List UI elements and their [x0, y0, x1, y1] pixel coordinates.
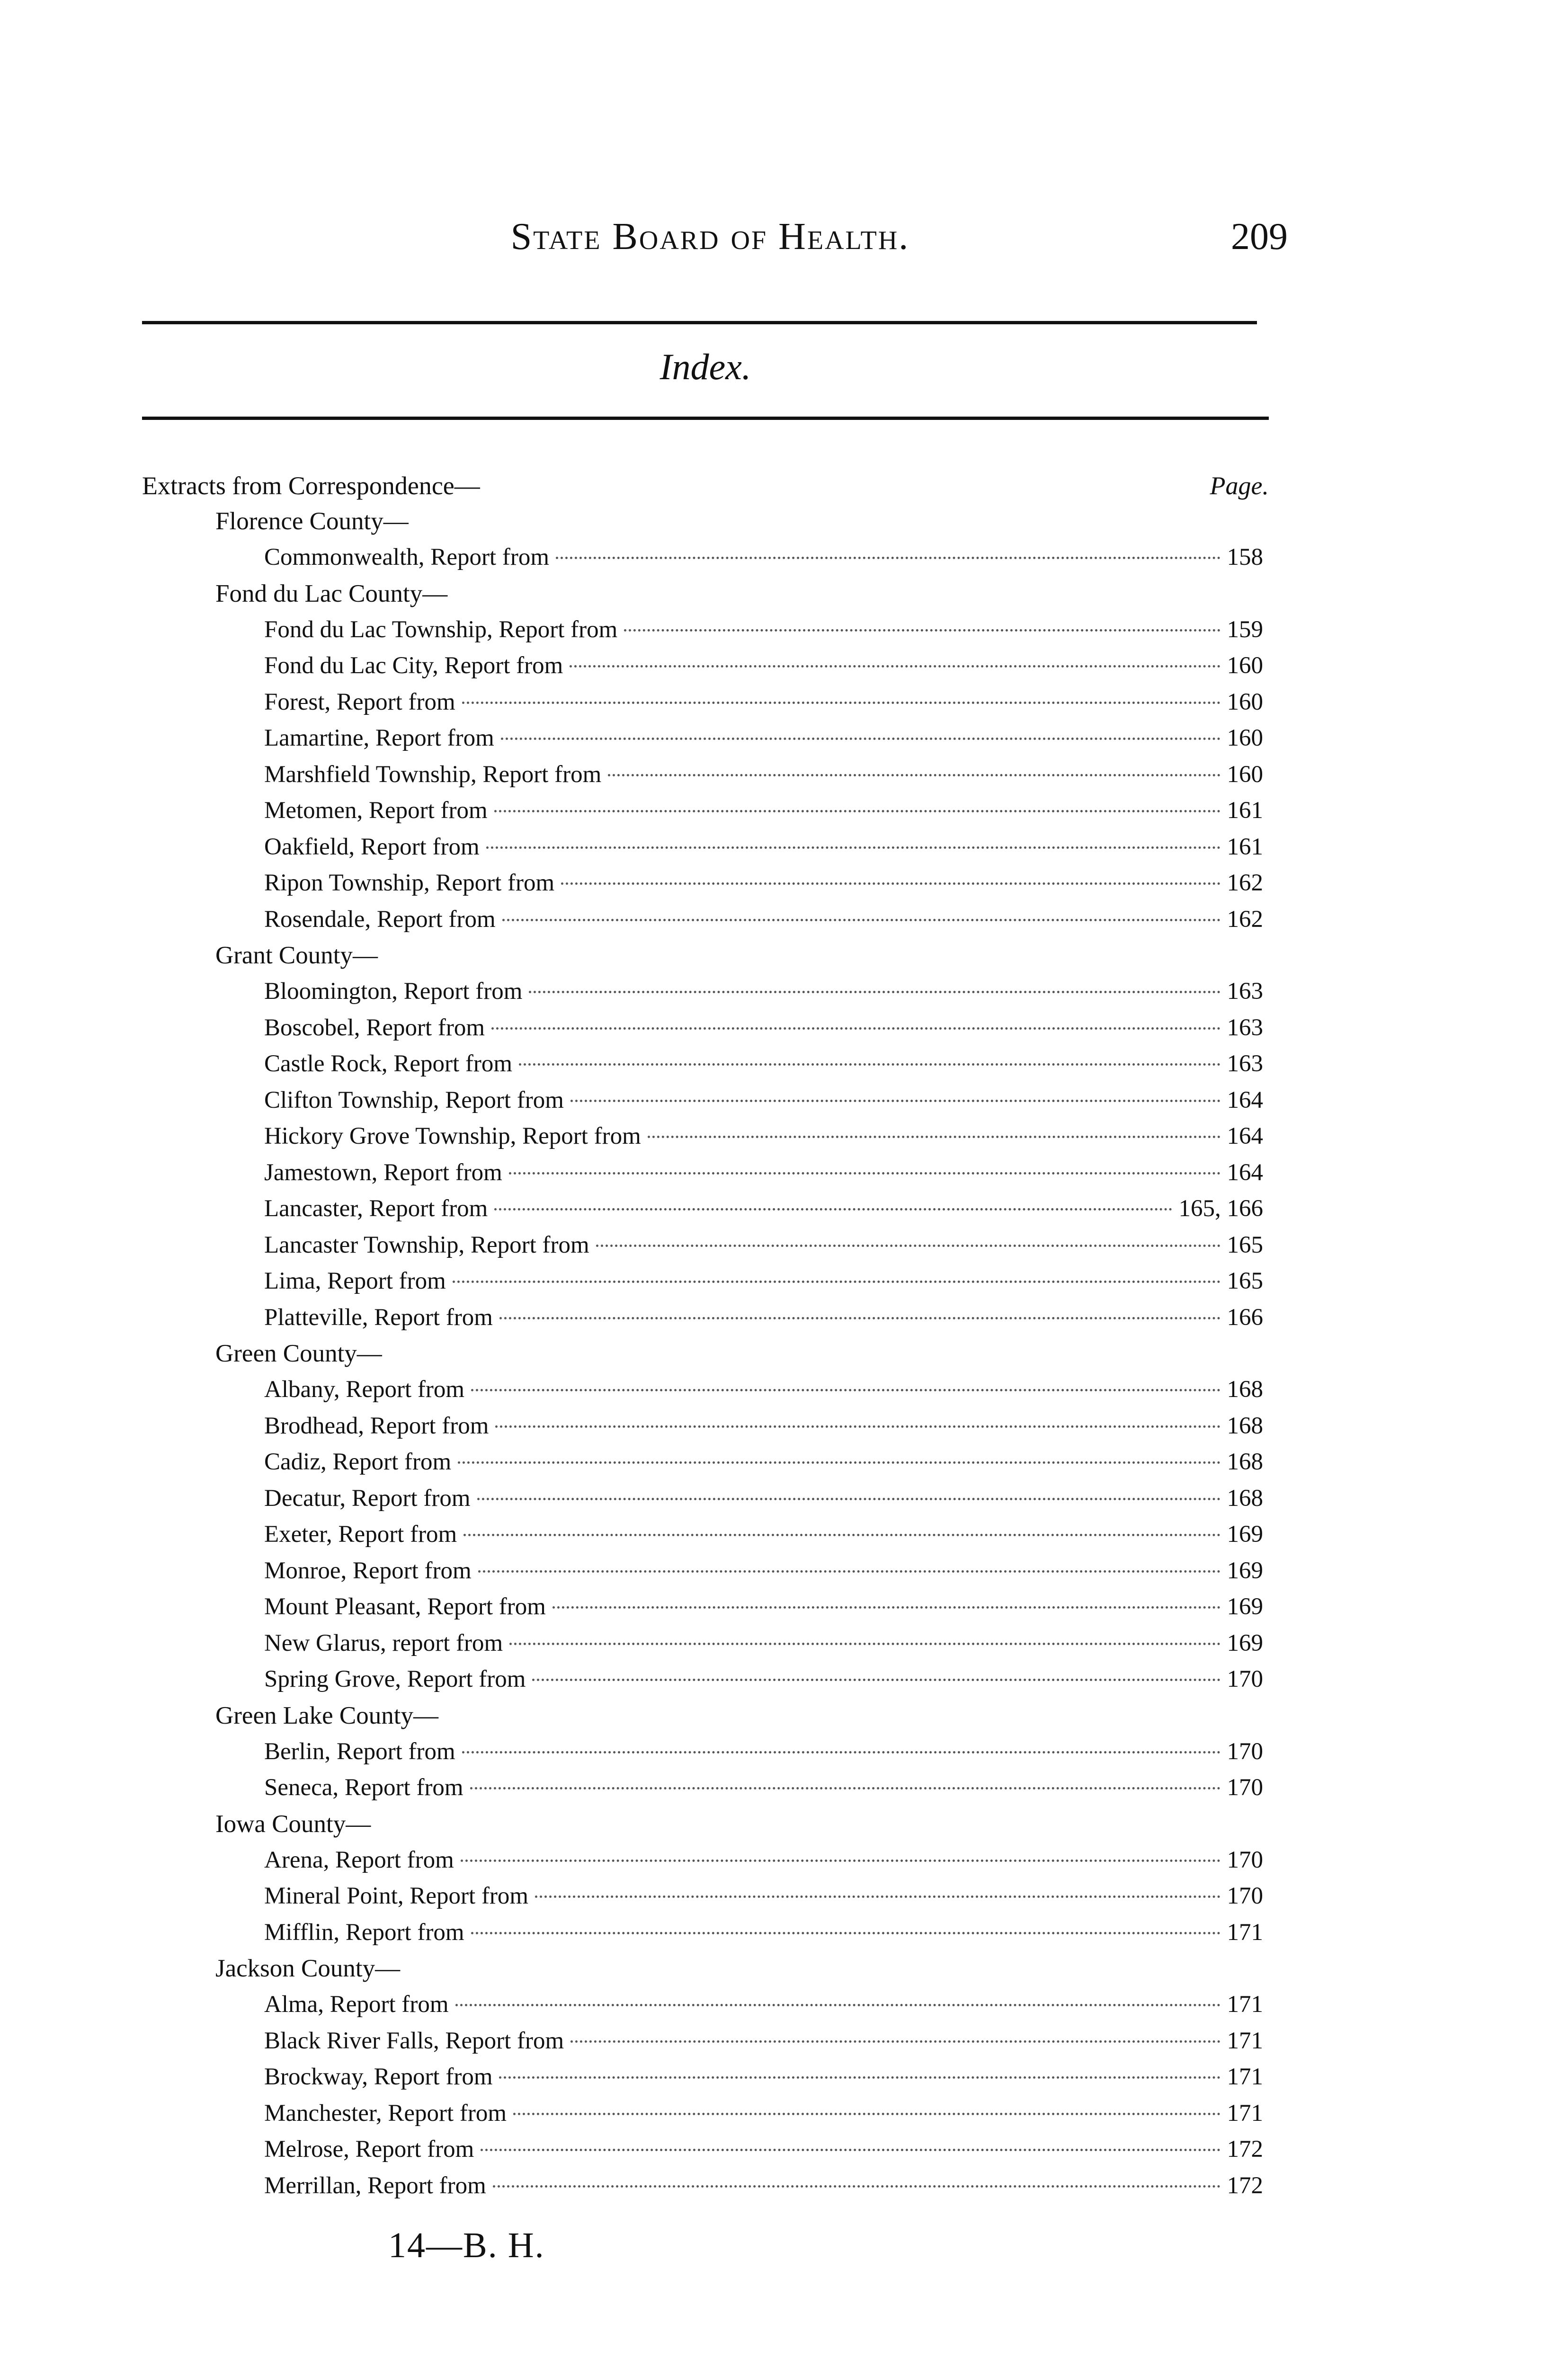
entry-label: Jamestown, Report from	[264, 1159, 502, 1186]
county-heading: Green Lake County—	[215, 1701, 438, 1729]
dot-leader	[608, 774, 1220, 776]
dot-leader	[624, 629, 1220, 632]
page-column-label: Page.	[1210, 472, 1269, 500]
entry-label: Decatur, Report from	[264, 1485, 471, 1512]
entry-page-number: 172	[1227, 2172, 1263, 2199]
dot-leader	[535, 1895, 1220, 1898]
dot-leader	[494, 1208, 1172, 1210]
index-entry	[142, 1661, 1269, 1698]
index-entry	[142, 684, 1269, 721]
entry-label: Mineral Point, Report from	[264, 1883, 529, 1909]
index-entry	[142, 973, 1269, 1010]
dot-leader	[455, 2004, 1221, 2006]
county-heading: Florence County—	[215, 507, 409, 535]
entry-label: Lamartine, Report from	[264, 725, 494, 751]
entry-page-number: 160	[1227, 761, 1263, 788]
county-heading: Grant County—	[215, 942, 378, 969]
entry-page-number: 161	[1227, 833, 1263, 860]
entry-page-number: 160	[1227, 652, 1263, 679]
dot-leader	[532, 1679, 1220, 1681]
index-entry	[142, 792, 1269, 829]
entry-label: Lancaster, Report from	[264, 1195, 488, 1222]
entry-label: Arena, Report from	[264, 1846, 454, 1873]
dot-leader	[648, 1136, 1221, 1138]
entry-label: Platteville, Report from	[264, 1304, 493, 1331]
dot-leader	[491, 1027, 1221, 1030]
entry-page-number: 163	[1227, 1050, 1263, 1077]
entry-page-number: 168	[1227, 1485, 1263, 1512]
entry-page-number: 160	[1227, 688, 1263, 715]
index-entry	[142, 2023, 1269, 2059]
entry-page-number: 164	[1227, 1086, 1263, 1113]
index-entry	[142, 2095, 1269, 2132]
entry-page-number: 168	[1227, 1376, 1263, 1403]
entry-page-number: 158	[1227, 544, 1263, 570]
entry-page-number: 171	[1227, 2027, 1263, 2054]
bottom-rule	[142, 417, 1269, 420]
index-entry	[142, 2168, 1269, 2204]
index-entry	[142, 539, 1269, 576]
entry-page-number: 162	[1227, 906, 1263, 933]
dot-leader	[501, 738, 1221, 740]
dot-leader	[481, 2149, 1220, 2151]
entry-label: Brockway, Report from	[264, 2064, 493, 2090]
entry-label: Spring Grove, Report from	[264, 1666, 526, 1692]
dot-leader	[596, 1245, 1221, 1247]
index-body	[142, 503, 1269, 2204]
county-heading: Green County—	[215, 1340, 382, 1367]
entry-label: Lima, Report from	[264, 1268, 446, 1294]
index-list	[142, 466, 1269, 2204]
index-entry	[142, 1010, 1269, 1046]
index-entry	[142, 1082, 1269, 1119]
entry-label: Lancaster Township, Report from	[264, 1231, 589, 1258]
dot-leader	[513, 2113, 1220, 2115]
running-head-title: State Board of Health.	[510, 216, 910, 258]
entry-page-number: 160	[1227, 725, 1263, 751]
index-entry	[142, 1046, 1269, 1082]
entry-page-number: 169	[1227, 1629, 1263, 1656]
entry-page-number: 163	[1227, 1014, 1263, 1041]
entry-label: Monroe, Report from	[264, 1557, 472, 1584]
entry-page-number: 170	[1227, 1846, 1263, 1873]
entry-page-number: 169	[1227, 1593, 1263, 1620]
index-entry	[142, 1444, 1269, 1480]
top-rule	[142, 321, 1257, 324]
index-entry	[142, 829, 1269, 865]
dot-leader	[552, 1606, 1221, 1609]
index-entry	[142, 1191, 1269, 1227]
entry-label: Commonwealth, Report from	[264, 544, 549, 570]
entry-label: Fond du Lac City, Report from	[264, 652, 563, 679]
entry-label: New Glarus, report from	[264, 1629, 503, 1656]
county-heading: Fond du Lac County—	[215, 579, 448, 607]
signature-mark: 14—B. H.	[388, 2225, 545, 2265]
index-entry	[142, 1842, 1269, 1878]
index-entry	[142, 648, 1269, 684]
county-heading: Iowa County—	[215, 1810, 371, 1838]
dot-leader	[478, 1570, 1221, 1573]
dot-leader	[453, 1281, 1221, 1283]
dot-leader	[561, 882, 1220, 885]
entry-label: Fond du Lac Township, Report from	[264, 616, 618, 643]
entry-page-number: 159	[1227, 616, 1263, 643]
entry-page-number: 166	[1227, 1304, 1263, 1331]
entry-page-number: 170	[1227, 1774, 1263, 1801]
county-heading: Jackson County—	[215, 1955, 401, 1982]
entry-label: Seneca, Report from	[264, 1774, 463, 1801]
entry-page-number: 171	[1227, 1919, 1263, 1946]
index-entry	[142, 1299, 1269, 1336]
dot-leader	[495, 1425, 1220, 1428]
page-number: 209	[1231, 216, 1288, 258]
entry-page-number: 165	[1227, 1231, 1263, 1258]
dot-leader	[570, 1100, 1221, 1102]
dot-leader	[509, 1643, 1220, 1645]
index-entry	[142, 720, 1269, 756]
entry-label: Ripon Township, Report from	[264, 870, 555, 896]
dot-leader	[570, 2040, 1220, 2043]
index-entry	[142, 1480, 1269, 1517]
dot-leader	[462, 1751, 1221, 1753]
entry-page-number: 171	[1227, 2100, 1263, 2127]
dot-leader	[486, 846, 1221, 849]
entry-page-number: 165, 166	[1178, 1195, 1263, 1222]
index-entry	[142, 756, 1269, 793]
index-entry	[142, 1770, 1269, 1806]
entry-label: Marshfield Township, Report from	[264, 761, 602, 788]
running-head	[142, 215, 1288, 267]
entry-page-number: 161	[1227, 797, 1263, 824]
entry-page-number: 169	[1227, 1521, 1263, 1548]
entry-label: Metomen, Report from	[264, 797, 488, 824]
index-entry	[142, 1227, 1269, 1264]
index-entry	[142, 1263, 1269, 1299]
entry-label: Melrose, Report from	[264, 2136, 474, 2162]
entry-page-number: 172	[1227, 2136, 1263, 2162]
dot-leader	[509, 1172, 1221, 1175]
index-entry	[142, 1371, 1269, 1408]
dot-leader	[470, 1787, 1221, 1789]
index-entry	[142, 612, 1269, 648]
index-entry	[142, 1625, 1269, 1662]
index-entry	[142, 1878, 1269, 1914]
entry-label: Exeter, Report from	[264, 1521, 457, 1548]
dot-leader	[471, 1389, 1220, 1391]
dot-leader	[493, 2185, 1221, 2188]
index-entry	[142, 2131, 1269, 2168]
entry-label: Merrillan, Report from	[264, 2172, 486, 2199]
entry-page-number: 163	[1227, 978, 1263, 1005]
entry-page-number: 168	[1227, 1449, 1263, 1475]
entry-label: Oakfield, Report from	[264, 833, 480, 860]
dot-leader	[502, 919, 1221, 921]
entry-label: Bloomington, Report from	[264, 978, 523, 1005]
entry-page-number: 169	[1227, 1557, 1263, 1584]
entry-label: Cadiz, Report from	[264, 1449, 452, 1475]
entry-page-number: 168	[1227, 1412, 1263, 1439]
entry-label: Black River Falls, Report from	[264, 2027, 564, 2054]
index-entry	[142, 1734, 1269, 1770]
index-entry	[142, 1408, 1269, 1444]
dot-leader	[477, 1498, 1221, 1500]
dot-leader	[499, 1317, 1221, 1319]
entry-page-number: 170	[1227, 1666, 1263, 1692]
dot-leader	[463, 1534, 1220, 1536]
entry-page-number: 170	[1227, 1738, 1263, 1765]
index-entry	[142, 1986, 1269, 2023]
index-entry	[142, 865, 1269, 901]
entry-label: Castle Rock, Report from	[264, 1050, 513, 1077]
entry-page-number: 171	[1227, 1991, 1263, 2018]
entry-label: Mount Pleasant, Report from	[264, 1593, 546, 1620]
entry-page-number: 170	[1227, 1883, 1263, 1909]
entry-label: Clifton Township, Report from	[264, 1086, 564, 1113]
entry-label: Rosendale, Report from	[264, 906, 496, 933]
dot-leader	[570, 665, 1220, 667]
entry-page-number: 164	[1227, 1159, 1263, 1186]
entry-label: Mifflin, Report from	[264, 1919, 464, 1946]
entry-label: Hickory Grove Township, Report from	[264, 1123, 641, 1149]
dot-leader	[471, 1932, 1221, 1934]
dot-leader	[458, 1461, 1220, 1464]
index-entry	[142, 1155, 1269, 1191]
dot-leader	[462, 702, 1221, 704]
index-entry	[142, 1914, 1269, 1951]
index-entry	[142, 901, 1269, 938]
index-entry	[142, 1516, 1269, 1553]
dot-leader	[461, 1860, 1221, 1862]
entry-label: Manchester, Report from	[264, 2100, 507, 2127]
entry-label: Alma, Report from	[264, 1991, 449, 2018]
entry-label: Boscobel, Report from	[264, 1014, 485, 1041]
index-heading-row	[142, 466, 1269, 503]
entry-label: Berlin, Report from	[264, 1738, 455, 1765]
index-entry	[142, 1553, 1269, 1589]
dot-leader	[499, 2076, 1220, 2079]
index-entry	[142, 2059, 1269, 2095]
index-heading: Extracts from Correspondence—	[142, 472, 480, 500]
entry-page-number: 162	[1227, 870, 1263, 896]
entry-page-number: 164	[1227, 1123, 1263, 1149]
entry-label: Forest, Report from	[264, 688, 455, 715]
entry-page-number: 165	[1227, 1268, 1263, 1294]
dot-leader	[556, 557, 1221, 559]
entry-page-number: 171	[1227, 2064, 1263, 2090]
index-entry	[142, 1589, 1269, 1625]
dot-leader	[519, 1063, 1220, 1066]
entry-label: Brodhead, Report from	[264, 1412, 489, 1439]
entry-label: Albany, Report from	[264, 1376, 465, 1403]
index-entry	[142, 1118, 1269, 1155]
dot-leader	[494, 810, 1221, 812]
dot-leader	[529, 991, 1220, 993]
section-title: Index.	[659, 346, 751, 387]
